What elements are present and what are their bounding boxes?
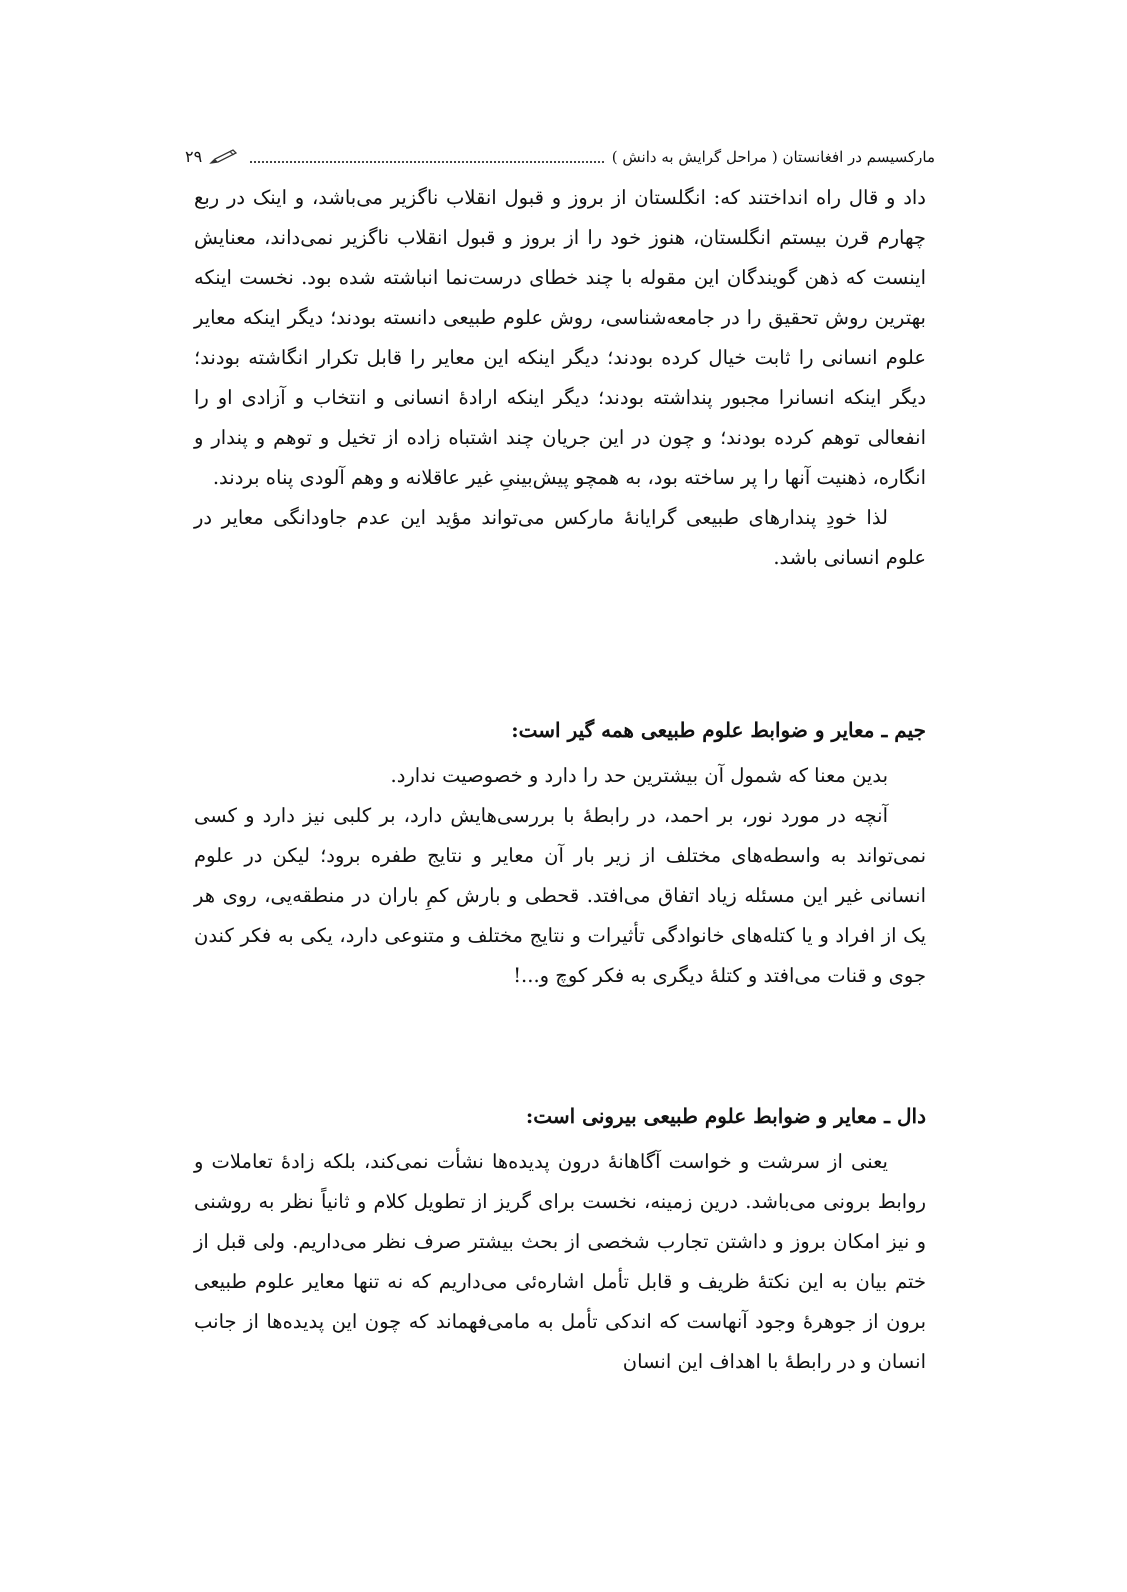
paragraph: لذا خودِ پندارهای طبیعی گرایانهٔ مارکس می‌تواند مؤید این عدم جاودانگی معایر در علوم انسانی باشد. [194, 506, 926, 569]
section-dal [194, 1096, 926, 1382]
pencil-icon [208, 148, 238, 166]
paragraph: داد و قال راه انداختند که: انگلستان از بروز و قبول انقلاب ناگزیر می‌باشد، و اینک در ربع چهارم قرن بیستم انگلستان، هنوز خود را از بروز و قبول انقلاب ناگزیر نمی‌داند، معنایش اینست که ذهن گویندگان این مقوله با چند خطای درست‌نما انباشته شده بود. نخست اینکه بهترین روش تحقیق را در جامعه‌شناسی، روش علوم طبیعی دانسته بودند؛ دیگر اینکه معایر علوم انسانی را ثابت خیال کرده بودند؛ دیگر اینکه این معایر را قابل تکرار انگاشته بودند؛ دیگر اینکه انسانرا مجبور پنداشته بودند؛ دیگر اینکه ارادهٔ انسانی و انتخاب و آزادی او را انفعالی توهم کرده بودند؛ و چون در این جریان چند اشتباه زاده از تخیل و توهم و پندار و انگاره، ذهنیت آنها را پر ساخته بود، به همچو پیش‌بینیِ غیر عاقلانه و وهم آلودی پناه بردند. [194, 186, 926, 489]
paragraph: آنچه در مورد نور، بر احمد، در رابطهٔ با بررسی‌هایش دارد، بر کلبی نیز دارد و کسی نمی‌تواند به واسطه‌های مختلف از زیر بار آن معایر و نتایج طفره برود؛ لیکن در علوم انسانی غیر این مسئله زیاد اتفاق می‌افتد. قحطی و بارش کمِ باران در منطقه‌یی، روی هر یک از افراد و یا کتله‌های خانوادگی تأثیرات و نتایج مختلف و متنوعی دارد، یکی به فکر کندن جوی و قنات می‌افتد و کتلهٔ دیگری به فکر کوچ و...! [194, 804, 926, 987]
paragraph: بدین معنا که شمول آن بیشترین حد را دارد و خصوصیت ندارد. [390, 764, 888, 787]
section-heading: جیم ـ معایر و ضوابط علوم طبیعی همه گیر است: [511, 718, 926, 742]
intro-section [194, 178, 926, 578]
section-heading: دال ـ معایر و ضوابط علوم طبیعی بیرونی است: [525, 1104, 926, 1128]
header-title: مارکسیسم در افغانستان ( مراحل گرایش به دانش ) [611, 148, 935, 166]
section-jim [194, 710, 926, 996]
header-dotted-leader [250, 151, 604, 163]
running-header [185, 140, 935, 174]
page-number: ۲۹ [185, 147, 203, 166]
paragraph: یعنی از سرشت و خواست آگاهانهٔ درون پدیده‌ها نشأت نمی‌کند، بلکه زادهٔ تعاملات و روابط برونی می‌باشد. درین زمینه، نخست برای گریز از تطویل کلام و ثانیاً نظر به روشنی و نیز امکان بروز و داشتن تجارب شخصی از بحث بیشتر صرف نظر می‌داریم. ولی قبل از ختم بیان به این نکتهٔ ظریف و قابل تأمل اشاره‌ئی می‌داریم که نه تنها معایر علوم طبیعی برون از جوهرهٔ وجود آنهاست که اندکی تأمل به مامی‌فهماند که چون این پدیده‌ها از جانب انسان و در رابطهٔ با اهداف این انسان [194, 1150, 927, 1373]
